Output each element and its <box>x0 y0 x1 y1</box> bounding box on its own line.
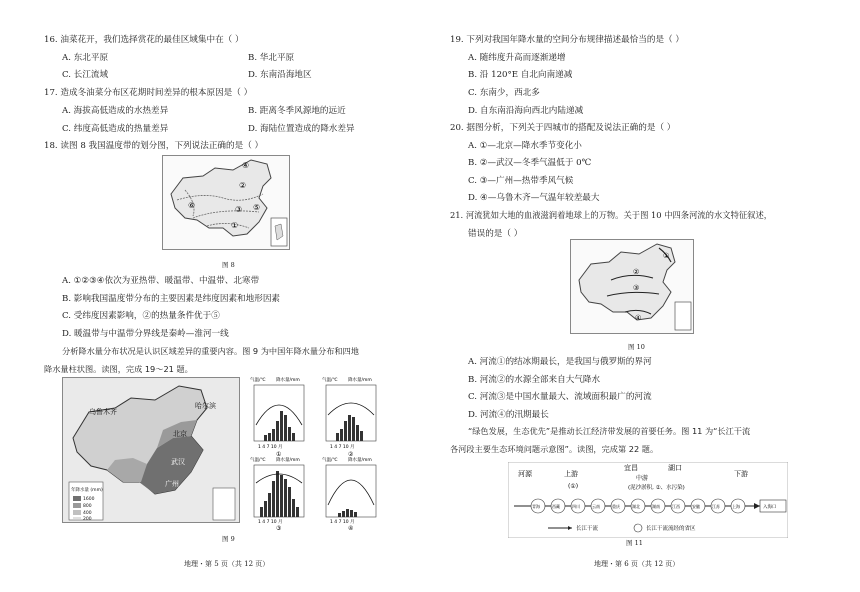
q19-option-b[interactable]: B. 沿 120°E 自北向南递减 <box>468 70 573 80</box>
climo4-axis-left: 气温/℃ <box>322 458 338 463</box>
q20-option-b[interactable]: B. ②—武汉—冬季气温低于 0℃ <box>468 158 592 168</box>
q17-option-c[interactable]: C. 纬度高低造成的热量差异 <box>62 124 169 134</box>
fig11-header-lower: 下游 <box>734 470 748 478</box>
q16-option-d[interactable]: D. 东南沿海地区 <box>248 70 312 80</box>
q21-stem-line1: 21. 河流犹如大地的血液滋润着地球上的万物。关于图 10 中四条河流的水文特征叙述， <box>450 210 773 220</box>
q17-option-b[interactable]: B. 距离冬季风源地的远近 <box>248 106 346 116</box>
q19-option-a[interactable]: A. 随纬度升高而逐渐递增 <box>468 53 566 63</box>
intro-19-21-line2: 降水量柱状图。读图，完成 19～21 题。 <box>44 364 193 374</box>
intro-22-line2: 各河段主要生态环境问题示意图”。读图，完成第 22 题。 <box>450 444 659 454</box>
q16-stem: 16. 油菜花开，我们选择赏花的最佳区域集中在（ ） <box>44 35 244 45</box>
q16-option-a[interactable]: A. 东北平原 <box>62 53 109 63</box>
fig11-header-yichang: 宜昌 <box>624 464 638 472</box>
fig11-city-hunan: 湖南 <box>652 504 660 509</box>
map8-label-3: ③ <box>235 205 243 214</box>
climo1-axis-right: 降水量/mm <box>276 378 300 383</box>
climo4-months: 1 4 7 10 月 <box>330 520 355 525</box>
map9-city-urumqi: 乌鲁木齐 <box>89 408 117 416</box>
fig11-header-source: 河源 <box>518 470 532 478</box>
map10-label-1: ① <box>663 252 670 260</box>
q16-option-c[interactable]: C. 长江流域 <box>62 70 109 80</box>
yangtze-diagram-svg <box>508 462 788 538</box>
fig11-city-xizang: 西藏 <box>552 504 560 509</box>
q21-option-d[interactable]: D. 河流④的汛期最长 <box>468 410 549 420</box>
climo3-months: 1 4 7 10 月 <box>258 520 283 525</box>
fig9-caption: 图 9 <box>222 535 235 543</box>
climo2-axis-right: 降水量/mm <box>348 378 372 383</box>
fig11-city-chongqing: 重庆 <box>612 504 620 509</box>
climo3-axis-right: 降水量/mm <box>276 458 300 463</box>
climograph-grid-svg <box>246 375 390 531</box>
map8-label-4: ④ <box>242 161 250 170</box>
fig11-city-hubei: 湖北 <box>632 504 640 509</box>
fig8-caption: 图 8 <box>222 261 235 269</box>
fig11-legend-provinces: 长江干流流经的省区 <box>646 526 696 532</box>
rivers-map <box>570 239 694 334</box>
fig11-problem-2: (泥沙淤积, ②、水污染) <box>628 485 685 491</box>
temperature-zone-map <box>162 155 290 250</box>
fig11-city-sichuan: 四川 <box>572 504 580 509</box>
fig11-header-upper: 上游 <box>564 470 578 478</box>
map8-label-1: ① <box>231 221 239 230</box>
left-page-footer: 地理・第 5 页（共 12 页） <box>184 560 270 568</box>
map8-label-5: ⑤ <box>253 203 261 212</box>
q18-option-a[interactable]: A. ①②③④依次为亚热带、暖温带、中温带、北寒带 <box>62 276 260 286</box>
rivers-map-svg <box>571 240 694 334</box>
map8-label-2: ② <box>239 181 247 190</box>
map9-legend-1600: 1600 <box>83 497 95 502</box>
q17-option-d[interactable]: D. 海陆位置造成的降水差异 <box>248 124 355 134</box>
temperature-zone-map-svg <box>163 156 290 250</box>
q21-stem-line2: 错误的是（ ） <box>468 229 523 239</box>
map10-label-4: ④ <box>635 314 642 322</box>
q18-option-b[interactable]: B. 影响我国温度带分布的主要因素是纬度因素和地形因素 <box>62 294 281 304</box>
q19-option-c[interactable]: C. 东南少，西北多 <box>468 88 540 98</box>
precipitation-map-svg <box>63 378 240 523</box>
climo2-label: ② <box>348 451 354 458</box>
q18-stem: 18. 读图 8 我国温度带的划分图，下列说法正确的是（ ） <box>44 141 264 151</box>
q18-option-c[interactable]: C. 受纬度因素影响，②的热量条件优于⑤ <box>62 311 220 321</box>
map9-city-wuhan: 武汉 <box>171 458 185 466</box>
right-page-footer: 地理・第 6 页（共 12 页） <box>594 560 680 568</box>
map9-legend-800: 800 <box>83 504 92 509</box>
intro-19-21-line1: 分析降水量分布状况是认识区域差异的重要内容。图 9 为中国年降水量分布和四地 <box>62 346 359 356</box>
yangtze-diagram <box>508 462 788 538</box>
climo1-axis-left: 气温/℃ <box>250 378 266 383</box>
q20-option-c[interactable]: C. ③—广州—热带季风气候 <box>468 176 574 186</box>
fig11-problem-1: (①) <box>568 483 579 490</box>
fig11-caption: 图 11 <box>626 539 643 547</box>
q17-stem: 17. 造成冬油菜分布区花期时间差异的根本原因是（ ） <box>44 88 253 98</box>
map9-city-harbin: 哈尔滨 <box>195 402 216 410</box>
q21-option-b[interactable]: B. 河流②的水源全部来自大气降水 <box>468 375 601 385</box>
climo1-months: 1 4 7 10 月 <box>258 445 283 450</box>
map9-city-guangzhou: 广州 <box>165 480 179 488</box>
map8-label-6: ⑥ <box>188 201 196 210</box>
q20-option-d[interactable]: D. ④—乌鲁木齐—气温年较差最大 <box>468 193 600 203</box>
fig11-section-middle: 中游 <box>636 475 649 482</box>
precipitation-map <box>62 377 240 523</box>
q16-option-b[interactable]: B. 华北平原 <box>248 53 295 63</box>
climo2-axis-left: 气温/℃ <box>322 378 338 383</box>
climo1-label: ① <box>276 451 282 458</box>
q21-option-c[interactable]: C. 河流③是中国水量最大、流域面积最广的河流 <box>468 392 652 402</box>
fig11-city-qinghai: 青海 <box>532 504 540 509</box>
climo4-label: ④ <box>348 525 354 531</box>
fig11-city-jiangsu: 江苏 <box>712 504 720 509</box>
fig11-city-jiangxi: 江西 <box>672 504 680 509</box>
fig11-header-hukou: 湖口 <box>668 464 682 472</box>
map9-city-beijing: 北京 <box>173 430 187 438</box>
map9-legend-400: 400 <box>83 511 92 516</box>
climo3-axis-left: 气温/℃ <box>250 458 266 463</box>
map9-legend-200: 200 <box>83 517 92 522</box>
q18-option-d[interactable]: D. 暖温带与中温带分界线是秦岭—淮河一线 <box>62 329 229 339</box>
fig11-city-anhui: 安徽 <box>692 504 700 509</box>
q21-option-a[interactable]: A. 河流①的结冰期最长，是我国与俄罗斯的界河 <box>468 357 652 367</box>
map10-label-2: ② <box>633 268 640 276</box>
q20-option-a[interactable]: A. ①—北京—降水季节变化小 <box>468 141 582 151</box>
fig11-city-shanghai: 上海 <box>732 504 740 509</box>
fig11-estuary: 入海口 <box>763 505 777 510</box>
map10-label-3: ③ <box>633 284 640 292</box>
right-page <box>430 0 860 592</box>
intro-22-line1: “绿色发展，生态优先”是推动长江经济带发展的首要任务。图 11 为“长江干流 <box>468 426 751 436</box>
q20-stem: 20. 据图分析，下列关于四城市的搭配及说法正确的是（ ） <box>450 123 676 133</box>
q19-stem: 19. 下列对我国年降水量的空间分布规律描述最恰当的是（ ） <box>450 35 684 45</box>
q19-option-d[interactable]: D. 自东南沿海向西北内陆递减 <box>468 106 584 116</box>
fig11-legend-mainstream: 长江干流 <box>576 526 599 532</box>
climo2-months: 1 4 7 10 月 <box>330 445 355 450</box>
climo3-label: ③ <box>276 525 282 531</box>
climograph-grid <box>246 375 390 531</box>
map9-legend-title: 年降水量 (mm) <box>71 488 103 493</box>
climo4-axis-right: 降水量/mm <box>348 458 372 463</box>
fig10-caption: 图 10 <box>628 343 645 351</box>
fig11-city-yunnan: 云南 <box>592 504 600 509</box>
q17-option-a[interactable]: A. 海拔高低造成的水热差异 <box>62 106 169 116</box>
